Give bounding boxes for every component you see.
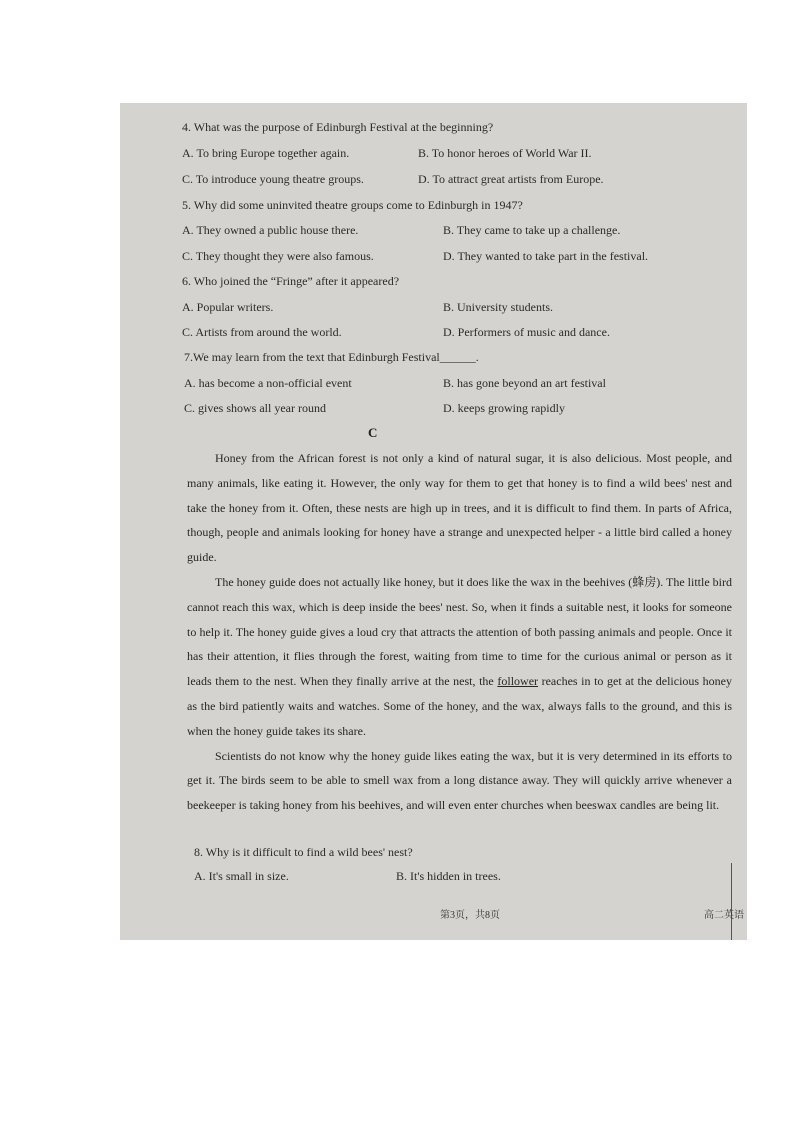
passage-c <box>187 446 732 818</box>
q7-option-c: C. gives shows all year round <box>184 401 326 415</box>
margin-rule <box>731 863 732 940</box>
q8-stem: 8. Why is it difficult to find a wild bees' nest? <box>194 845 413 859</box>
q5-option-b: B. They came to take up a challenge. <box>443 223 621 237</box>
q4-stem: 4. What was the purpose of Edinburgh Festival at the beginning? <box>182 120 494 134</box>
q4-option-b: B. To honor heroes of World War II. <box>418 146 592 160</box>
q7-stem: 7.We may learn from the text that Edinburgh Festival______. <box>184 350 479 364</box>
passage-paragraph-3: Scientists do not know why the honey guide likes eating the wax, but it is very determined in its efforts to get it. The birds seem to be able to smell wax from a long distance away. They will quickly arrive whenever a beekeeper is taking honey from his beehives, and will even enter churches when beeswax candles are being lit. <box>187 748 732 813</box>
q8-option-a: A. It's small in size. <box>194 869 289 883</box>
q4-option-d: D. To attract great artists from Europe. <box>418 172 604 186</box>
q5-stem: 5. Why did some uninvited theatre groups come to Edinburgh in 1947? <box>182 198 523 212</box>
q6-option-b: B. University students. <box>443 300 553 314</box>
underlined-word-follower: follower <box>497 674 539 689</box>
paragraph-2-text-end: reaches in to get at the delicious honey as the bird patiently waits and watches. Some of the honey, and the wax, always falls to the ground, and this is when the honey guide takes its share. <box>187 674 732 738</box>
q7-option-b: B. has gone beyond an art festival <box>443 376 606 390</box>
q6-option-a: A. Popular writers. <box>182 300 274 314</box>
q7-option-a: A. has become a non-official event <box>184 376 352 390</box>
q7-option-d: D. keeps growing rapidly <box>443 401 565 415</box>
q5-option-a: A. They owned a public house there. <box>182 223 359 237</box>
q5-option-c: C. They thought they were also famous. <box>182 249 374 263</box>
passage-paragraph-1: Honey from the African forest is not only a kind of natural sugar, it is also delicious. Most people, and many animals, like eating it. However, the only way for them to get that honey is to find a wild bees' nest and take the honey from it. Often, these nests are high up in trees, and it is difficult to find them. In parts of Africa, though, people and animals looking for honey have a strange and unexpected helper - a little bird called a honey guide. <box>187 451 732 565</box>
section-heading-c: C <box>368 425 378 440</box>
q6-stem: 6. Who joined the “Fringe” after it appeared? <box>182 274 400 288</box>
q6-option-d: D. Performers of music and dance. <box>443 325 610 339</box>
q4-option-a: A. To bring Europe together again. <box>182 146 350 160</box>
passage-paragraph-2 <box>187 570 732 744</box>
q6-option-c: C. Artists from around the world. <box>182 325 342 339</box>
paragraph-2-text-start: The honey guide does not actually like honey, but it does like the wax in the beehives (蜂房). The little bird cannot reach this wax, which is deep inside the bees' nest. So, when it finds a suitable nest, it looks for someone to help it. The honey guide gives a loud cry that attracts the attention of both passing animals and people. Once it has their attention, it flies through the forest, waiting from time to time for the curious animal or person as it leads them to the nest. When they finally arrive at the nest, the <box>187 574 732 689</box>
scanned-page <box>120 103 747 940</box>
q8-option-b: B. It's hidden in trees. <box>396 869 501 883</box>
q4-option-c: C. To introduce young theatre groups. <box>182 172 364 186</box>
q5-option-d: D. They wanted to take part in the festival. <box>443 249 649 263</box>
page-number: 第3页，共8页 <box>440 910 500 921</box>
subject-label: 高二英语 <box>704 910 744 921</box>
